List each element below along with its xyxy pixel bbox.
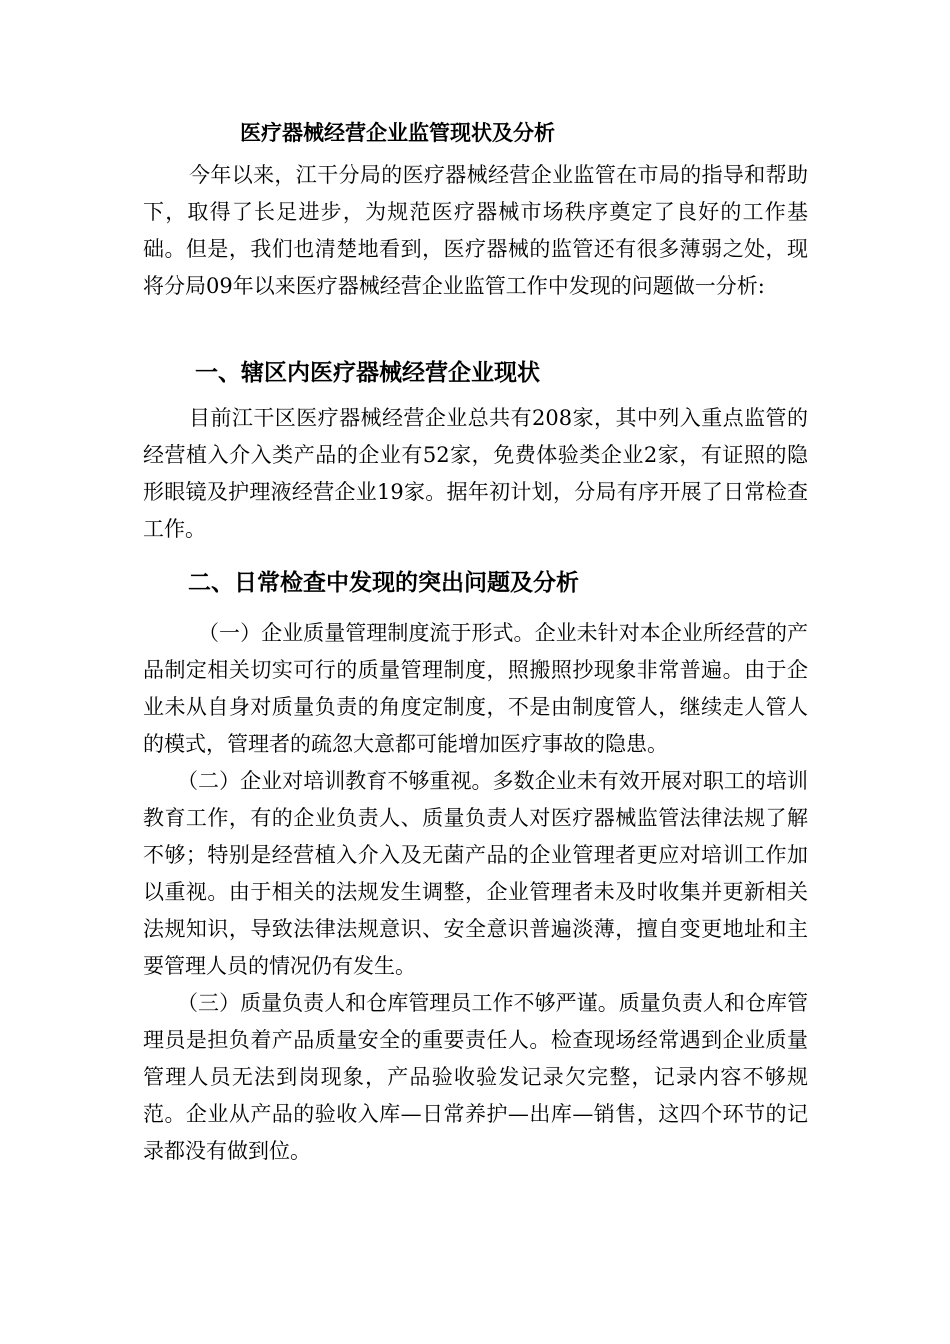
section-2-paragraph-1: （一）企业质量管理制度流于形式。企业未针对本企业所经营的产品制定相关切实可行的质量管理制度，照搬照抄现象非常普遍。由于企业未从自身对质量负责的角度定制度，不是由制度管人，继续走人管人的模式，管理者的疏忽大意都可能增加医疗事故的隐患。 — [143, 621, 808, 756]
section-2-paragraph-3: （三）质量负责人和仓库管理员工作不够严谨。质量负责人和仓库管理员是担负着产品质量安全的重要责任人。检查现场经常遇到企业质量管理人员无法到岗现象，产品验收验发记录欠完整，记录内容不够规范。企业从产品的验收入库—日常养护—出库—销售，这四个环节的记录都没有做到位。 — [143, 991, 808, 1163]
section-1-paragraph: 目前江干区医疗器械经营企业总共有208家，其中列入重点监管的经营植入介入类产品的企业有52家，免费体验类企业2家，有证照的隐形眼镜及护理液经营企业19家。据年初计划，分局有序开展了日常检查工作。 — [143, 406, 808, 541]
intro-paragraph: 今年以来，江干分局的医疗器械经营企业监管在市局的指导和帮助下，取得了长足进步，为规范医疗器械市场秩序奠定了良好的工作基础。但是，我们也清楚地看到，医疗器械的监管还有很多薄弱之处，现将分局09年以来医疗器械经营企业监管工作中发现的问题做一分析: — [143, 163, 808, 298]
section-2-paragraph-2: （二）企业对培训教育不够重视。多数企业未有效开展对职工的培训教育工作，有的企业负责人、质量负责人对医疗器械监管法律法规了解不够；特别是经营植入介入及无菌产品的企业管理者更应对培训工作加以重视。由于相关的法规发生调整，企业管理者未及时收集并更新相关法规知识，导致法律法规意识、安全意识普遍淡薄，擅自变更地址和主要管理人员的情况仍有发生。 — [143, 769, 808, 978]
document-title: 医疗器械经营企业监管现状及分析 — [240, 121, 555, 145]
section-2-heading: 二、日常检查中发现的突出问题及分析 — [188, 570, 579, 596]
section-1-heading: 一、辖区内医疗器械经营企业现状 — [195, 360, 540, 386]
